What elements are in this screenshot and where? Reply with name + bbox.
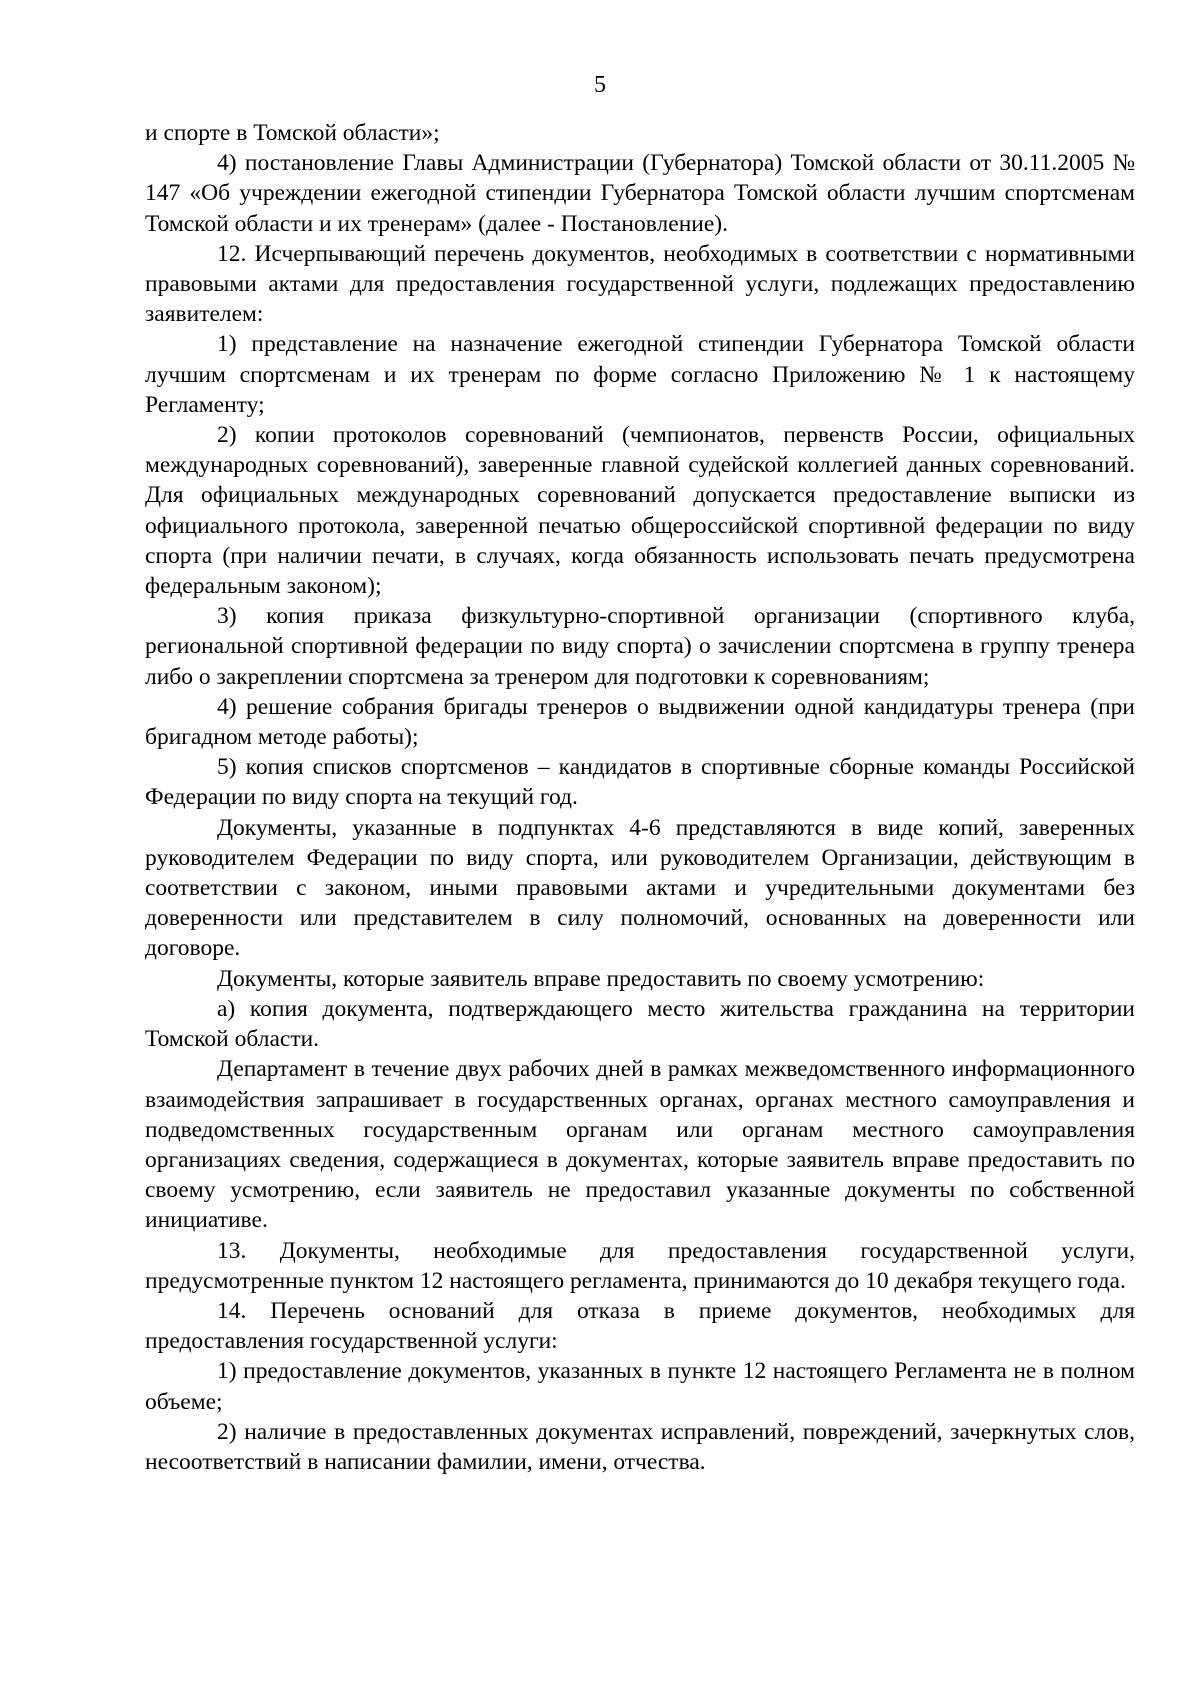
- paragraph: 1) представление на назначение ежегодной стипендии Губернатора Томской области лучшим спортсменам и их тренерам по форме согласно Приложению № 1 к настоящему Регламенту;: [145, 331, 1135, 418]
- paragraph: 2) копии протоколов соревнований (чемпионатов, первенств России, официальных международных соревнований), заверенные главной судейской коллегией данных соревнований. Для официальных международных соревнований допускается предоставление выписки из официального протокола, заверенной печатью общероссийской спортивной федерации по виду спорта (при наличии печати, в случаях, когда обязанность использовать печать предусмотрена федеральным законом);: [145, 422, 1135, 600]
- paragraph: 12. Исчерпывающий перечень документов, необходимых в соответствии с нормативными правовыми актами для предоставления государственной услуги, подлежащих предоставлению заявителем:: [145, 240, 1135, 328]
- paragraph: 14. Перечень оснований для отказа в приеме документов, необходимых для предоставления государственной услуги:: [145, 1297, 1135, 1355]
- paragraph: а) копия документа, подтверждающего место жительства гражданина на территории Томской области.: [145, 995, 1135, 1053]
- page-number: 5: [594, 72, 606, 98]
- paragraph: Департамент в течение двух рабочих дней в рамках межведомственного информационного взаимодействия запрашивает в государственных органах, органах местного самоуправления и подведомственных государственным органам или органам местного самоуправления организациях сведения, содержащиеся в документах, которые заявитель вправе предоставить по своему усмотрению, если заявитель не предоставил указанные документы по собственной инициативе.: [145, 1056, 1135, 1234]
- paragraph: 1) предоставление документов, указанных в пункте 12 настоящего Регламента не в полном объеме;: [145, 1358, 1135, 1415]
- paragraph: 13. Документы, необходимые для предоставления государственной услуги, предусмотренные пунктом 12 настоящего регламента, принимаются до 10 декабря текущего года.: [145, 1237, 1135, 1294]
- paragraph: и спорте в Томской области»;: [145, 120, 440, 146]
- document-body: [145, 118, 1135, 1477]
- paragraph: Документы, указанные в подпунктах 4-6 представляются в виде копий, заверенных руководителем Федерации по виду спорта, или руководителем Организации, действующим в соответствии с законом, иными правовыми актами и учредительными документами без доверенности или представителем в силу полномочий, основанных на доверенности или договоре.: [145, 814, 1135, 962]
- paragraph: 2) наличие в предоставленных документах исправлений, повреждений, зачеркнутых слов, несоответствий в написании фамилии, имени, отчества.: [145, 1418, 1135, 1475]
- paragraph: 4) решение собрания бригады тренеров о выдвижении одной кандидатуры тренера (при бригадном методе работы);: [145, 693, 1135, 751]
- paragraph: Документы, которые заявитель вправе предоставить по своему усмотрению:: [217, 965, 985, 992]
- paragraph: 4) постановление Главы Администрации (Губернатора) Томской области от 30.11.2005 № 147 «Об учреждении ежегодной стипендии Губернатора Томской области лучшим спортсменам Томской области и их тренерам» (далее - Постановление).: [145, 150, 1135, 237]
- paragraph: 3) копия приказа физкультурно-спортивной организации (спортивного клуба, региональной спортивной федерации по виду спорта) о зачислении спортсмена в группу тренера либо о закреплении спортсмена за тренером для подготовки к соревнованиям;: [145, 603, 1135, 690]
- paragraph: 5) копия списков спортсменов – кандидатов в спортивные сборные команды Российской Федерации по виду спорта на текущий год.: [145, 754, 1135, 811]
